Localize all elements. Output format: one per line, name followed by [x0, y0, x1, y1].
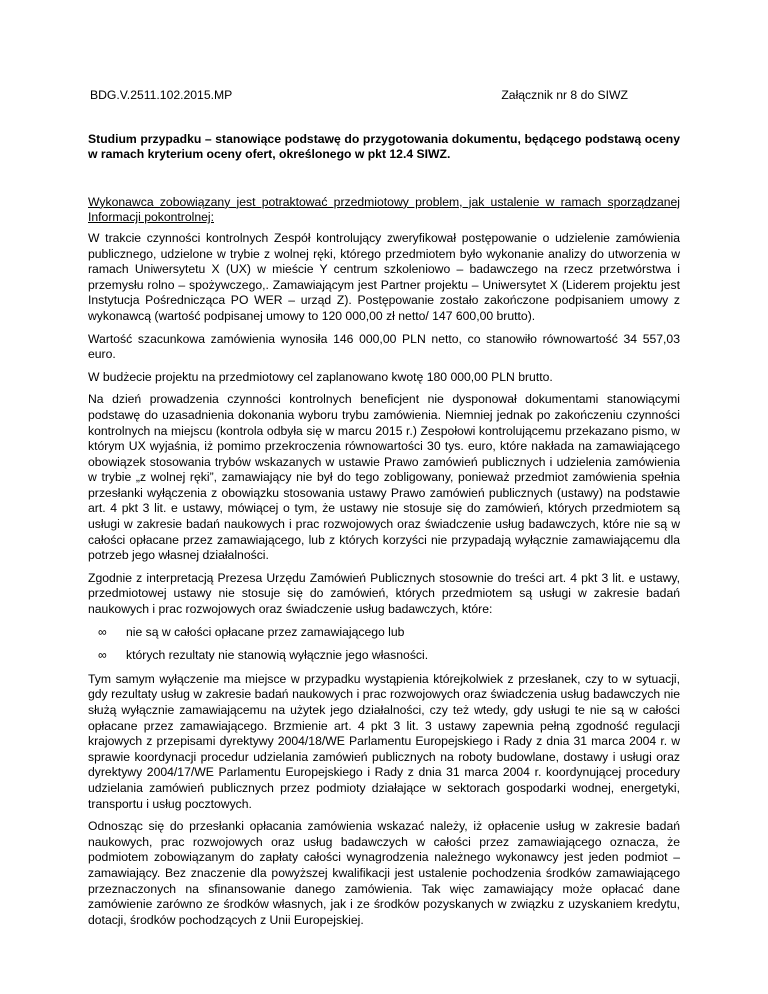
- list-item-text: których rezultaty nie stanowią wyłącznie jego własności.: [126, 648, 429, 663]
- attachment-label: Załącznik nr 8 do SIWZ: [501, 88, 628, 102]
- list-item: [88, 648, 680, 664]
- reference-number: BDG.V.2511.102.2015.MP: [90, 88, 233, 102]
- list-item: [88, 625, 680, 641]
- list-item-text: nie są w całości opłacane przez zamawiającego lub: [126, 624, 405, 639]
- paragraph-interpretation: Zgodnie z interpretacją Prezesa Urzędu Zamówień Publicznych stosownie do treści art. 4 pkt 3 lit. e ustawy, przedmiotowej ustawy nie stosuje się do zamówień, których przedmiotem są usługi w zakresie badań naukowych i prac rozwojowych oraz świadczenie usług badawczych, które:: [88, 570, 680, 617]
- document-title: Studium przypadku – stanowiące podstawę do przygotowania dokumentu, będącego podstawą oceny w ramach kryterium oceny ofert, określonego w pkt 12.4 SIWZ.: [88, 131, 680, 162]
- paragraph-budget: W budżecie projektu na przedmiotowy cel zaplanowano kwotę 180 000,00 PLN brutto.: [88, 369, 553, 384]
- bullet-infinity-icon: ∞: [98, 624, 107, 639]
- intro-statement: Wykonawca zobowiązany jest potraktować przedmiotowy problem, jak ustalenie w ramach sporządzanej Informacji pokontrolnej:: [88, 194, 680, 225]
- paragraph-exclusion: Tym samym wyłączenie ma miejsce w przypadku wystąpienia którejkolwiek z przesłanek, czy to w sytuacji, gdy rezultaty usług w zakresie badań naukowych i prac rozwojowych oraz świadczenia usług badawczych nie służą wyłącznie zamawiającemu na użytek jego działalności, czy też wtedy, gdy usługi te nie są w całości opłacane przez zamawiającego. Brzmienie art. 4 pkt 3 lit. 3 ustawy zapewnia pełną zgodność regulacji krajowych z przepisami dyrektywy 2004/18/WE Parlamentu Europejskiego i Rady z dnia 31 marca 2004 r. w sprawie koordynacji procedur udzielania zamówień publicznych na roboty budowlane, dostawy i usługi oraz dyrektywy 2004/17/WE Parlamentu Europejskiego i Rady z dnia 31 marca 2004 r. koordynującej procedury udzielania zamówień publicznych przez podmioty działające w sektorach gospodarki wodnej, energetyki, transportu i usług pocztowych.: [88, 671, 680, 811]
- document-page: [88, 88, 680, 935]
- paragraph-explanation: Na dzień prowadzenia czynności kontrolnych beneficjent nie dysponował dokumentami stanowiącymi podstawę do uzasadnienia dokonania wyboru trybu zamówienia. Niemniej jednak po zakończeniu czynności kontrolnych na miejscu (kontrola odbyła się w marcu 2015 r.) Zespołowi kontrolującemu przekazano pismo, w którym UX wyjaśnia, iż pomimo przekroczenia równowartości 30 tys. euro, które nakłada na zamawiającego obowiązek stosowania trybów wskazanych w ustawie Prawo zamówień publicznych i udzielenia zamówienia w trybie „z wolnej ręki”, zamawiający nie był do tego zobligowany, ponieważ przedmiot zamówienia spełnia przesłanki wyłączenia z obowiązku stosowania ustawy Prawo zamówień publicznych (ustawy) na podstawie art. 4 pkt 3 lit. e ustawy, mówiącej o tym, że ustawy nie stosuje się do zamówień, których przedmiotem są usługi w zakresie badań naukowych i prac rozwojowych oraz świadczenie usług badawczych, które nie są w całości opłacane przez zamawiającego, lub z których korzyści nie przypadają wyłącznie zamawiającemu dla potrzeb jego własnej działalności.: [88, 392, 680, 563]
- paragraph-estimated-value: Wartość szacunkowa zamówienia wynosiła 146 000,00 PLN netto, co stanowiło równowartość 34 557,03 euro.: [88, 331, 680, 362]
- document-header: [88, 88, 680, 104]
- bullet-infinity-icon: ∞: [98, 648, 107, 663]
- conditions-list: [88, 625, 680, 664]
- paragraph-control-findings: W trakcie czynności kontrolnych Zespół kontrolujący zweryfikował postępowanie o udzielenie zamówienia publicznego, udzielone w trybie z wolnej ręki, którego przedmiotem było wykonanie analizy do utworzenia w ramach Uniwersytetu X (UX) w mieście Y centrum szkoleniowo – badawczego na rzecz przetwórstwa i przemysłu rolno – spożywczego,. Zamawiającym jest Partner projektu – Uniwersytet X (Liderem projektu jest Instytucja Pośrednicząca PO WER – urząd Z). Postępowanie zostało zakończone podpisaniem umowy z wykonawcą (wartość podpisanej umowy to 120 000,00 zł netto/ 147 600,00 brutto).: [88, 230, 680, 323]
- paragraph-payment: Odnosząc się do przesłanki opłacania zamówienia wskazać należy, iż opłacenie usług w zakresie badań naukowych, prac rozwojowych oraz usług badawczych w całości przez zamawiającego oznacza, że podmiotem zobowiązanym do zapłaty całości wynagrodzenia należnego wykonawcy jest jeden podmiot – zamawiający. Bez znaczenie dla powyższej kwalifikacji jest ustalenie pochodzenia środków zamawiającego przeznaczonych na sfinansowanie danego zamówienia. Tak więc zamawiający może opłacać dane zamówienie zarówno ze środków własnych, jak i ze środków pozyskanych w związku z uzyskaniem kredytu, dotacji, środków pochodzących z Unii Europejskiej.: [88, 819, 680, 927]
